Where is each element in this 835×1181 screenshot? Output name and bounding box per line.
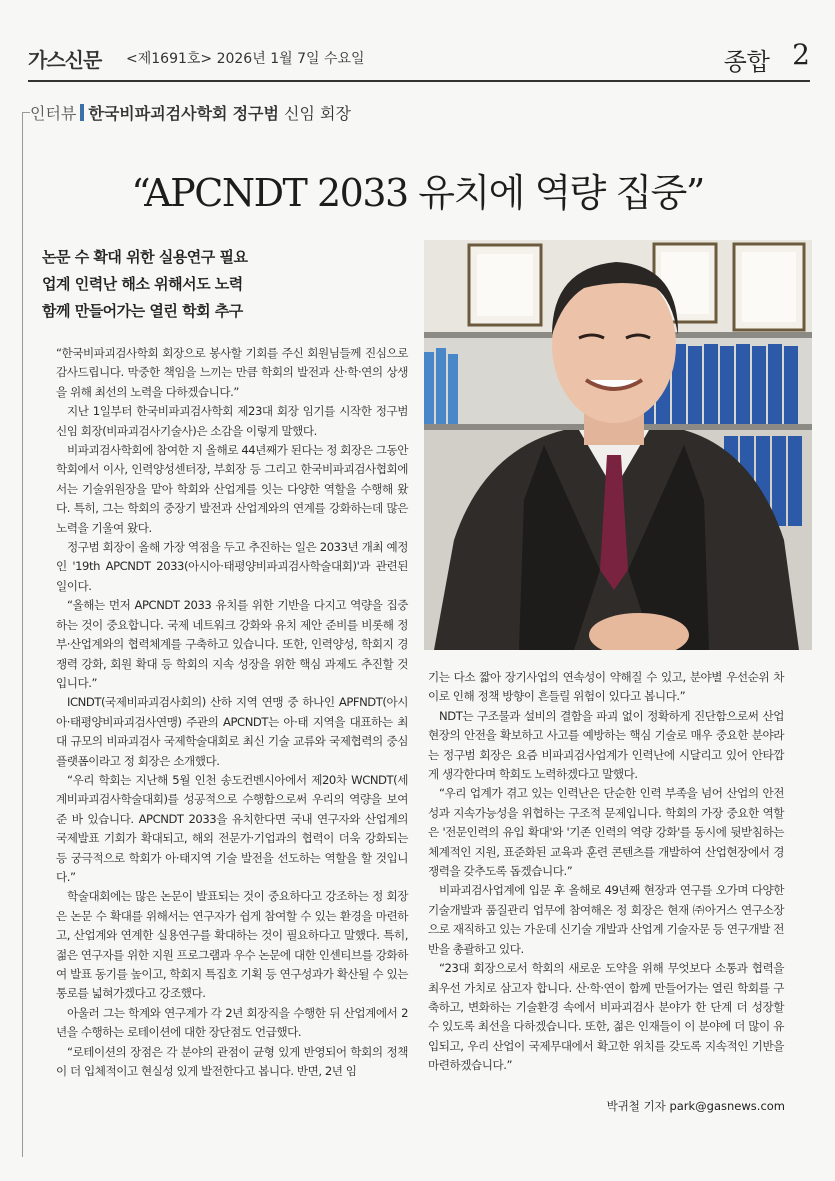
paragraph: 아울러 그는 학계와 연구계가 각 2년 회장직을 수행한 뒤 산업계에서 2년을 수행하는 로테이션에 대한 장단점도 언급했다. xyxy=(56,1005,408,1040)
subheads xyxy=(42,244,247,325)
subhead: 함께 만들어가는 열린 학회 추구 xyxy=(42,302,243,320)
interview-photo xyxy=(424,240,812,650)
masthead xyxy=(28,38,810,78)
subhead: 논문 수 확대 위한 실용연구 필요 xyxy=(42,248,248,266)
kicker xyxy=(30,101,351,124)
paragraph: NDT는 구조물과 설비의 결함을 파괴 없이 정확하게 진단함으로써 산업현장의 안전을 확보하고 사고를 예방하는 핵심 기술로 매우 중요한 분야라는 정구범 회장은 요즘 비파괴검사업계가 인력난에 시달리고 있어 안타깝게 생각한다며 학회도 노력하겠다고 말했다. xyxy=(428,708,784,782)
headline: “APCNDT 2033 유치에 역량 집중” xyxy=(131,171,704,215)
article-left-rule xyxy=(22,112,23,1157)
kicker-tick xyxy=(22,112,30,113)
page-number: 2 xyxy=(792,38,810,71)
kicker-tag: 인터뷰 xyxy=(30,104,77,123)
paragraph: 비파괴검사학회에 참여한 지 올해로 44년째가 된다는 정 회장은 그동안 학회에서 이사, 인력양성센터장, 부회장 등 그리고 한국비파괴검사협회에서는 기술위원장을 맡아 학회와 산업계를 잇는 다양한 역할을 수행해 왔다. 특히, 그는 학회의 중장기 발전과 산업계와의 연계를 강화하는데 많은 노력을 기울여 왔다. xyxy=(56,443,408,535)
paragraph: “한국비파괴검사학회 회장으로 봉사할 기회를 주신 회원님들께 진심으로 감사드립니다. 막중한 책임을 느끼는 만큼 학회의 발전과 산·학·연의 상생을 위해 최선의 노력을 다하겠습니다.” xyxy=(56,346,408,399)
newspaper-name: 가스신문 xyxy=(28,48,102,72)
paragraph: 기는 다소 짧아 장기사업의 연속성이 약해질 수 있고, 분야별 우선순위 차이로 인해 정책 방향이 흔들릴 위험이 있다고 봅니다.” xyxy=(428,670,784,704)
paragraph: “23대 회장으로서 학회의 새로운 도약을 위해 무엇보다 소통과 협력을 최우선 가치로 삼고자 합니다. 산·학·연이 함께 만들어가는 열린 학회를 구축하고, 변화하는 기술환경 속에서 비파괴검사 분야가 한 단계 더 성장할 수 있도록 최선을 다하겠습니다. 또한, 젊은 인재들이 이 분야에 더 많이 유입되고, 우리 산업이 국제무대에서 확고한 위치를 갖도록 지속적인 기반을 마련하겠습니다.” xyxy=(428,961,784,1073)
subhead: 업계 인력난 해소 위해서도 노력 xyxy=(42,275,243,293)
issue-date: <제1691호> 2026년 1월 7일 수요일 xyxy=(126,51,365,67)
paragraph: “우리 업계가 겪고 있는 인력난은 단순한 인력 부족을 넘어 산업의 안전성과 지속가능성을 위협하는 구조적 문제입니다. 학회의 가장 중요한 역할은 '전문인력의 유입 확대'와 '기존 인력의 역량 강화'를 동시에 뒷받침하는 체계적인 지원, 표준화된 교육과 훈련 콘텐츠를 개발하여 산업현장에서 경쟁력을 갖추도록 돕겠습니다.” xyxy=(428,786,784,879)
kicker-org: 한국비파괴검사학회 xyxy=(88,104,228,123)
portrait-illustration xyxy=(424,240,812,650)
article-column-left xyxy=(56,344,408,1081)
masthead-rule xyxy=(28,80,810,82)
article-column-right xyxy=(428,668,784,1076)
paragraph: 비파괴검사업계에 입문 후 올해로 49년째 현장과 연구를 오가며 다양한 기술개발과 품질관리 업무에 참여해온 정 회장은 현재 ㈜아거스 연구소장으로 재직하고 있는 가운데 신기술 개발과 산업계 기술자문 등 연구개발 전반을 총괄하고 있다. xyxy=(428,883,784,956)
paragraph: 지난 1일부터 한국비파괴검사학회 제23대 회장 임기를 시작한 정구범 신임 회장(비파괴검사기술사)은 소감을 이렇게 말했다. xyxy=(56,404,408,438)
kicker-role: 신임 회장 xyxy=(284,104,351,123)
kicker-bar xyxy=(80,104,84,121)
paragraph: 정구범 회장이 올해 가장 역점을 두고 추진하는 일은 2033년 개최 예정인 '19th APCNDT 2033(아시아·태평양비파괴검사학술대회)'과 관련된 일이다. xyxy=(56,540,408,593)
paragraph: “우리 학회는 지난해 5월 인천 송도컨벤시아에서 제20차 WCNDT(세계비파괴검사학술대회)를 성공적으로 수행함으로써 우리의 역량을 보여준 바 있습니다. APCNDT 2033을 유치한다면 국내 연구자와 산업계의 국제발표 기회가 확대되고, 해외 전문가·기업과의 협력이 더욱 강화되는 등 궁극적으로 학회가 아·태지역 기술 발전을 선도하는 역할을 할 것입니다.” xyxy=(56,772,408,884)
paragraph: ICNDT(국제비파괴검사회의) 산하 지역 연맹 중 하나인 APFNDT(아시아·태평양비파괴검사연맹) 주관의 APCNDT는 아·태 지역을 대표하는 최대 규모의 비파괴검사 국제학술대회로 최신 기술 교류와 국제협력의 중심 플랫폼이라고 정 회장은 소개했다. xyxy=(56,695,408,768)
section-name: 종합 xyxy=(723,48,770,76)
byline: 박귀철 기자 park@gasnews.com xyxy=(606,1099,785,1113)
kicker-person: 정구범 xyxy=(232,104,279,123)
paragraph: “올해는 먼저 APCNDT 2033 유치를 위한 기반을 다지고 역량을 집중하는 것이 중요합니다. 국제 네트워크 강화와 유치 제안 준비를 비롯해 정부·산업계와의 협력체계를 구축하고 있습니다. 또한, 인력양성, 학회지 경쟁력 강화, 회원 확대 등 학회의 지속 성장을 위한 핵심 과제도 추진할 것입니다.” xyxy=(56,598,408,690)
paragraph: “로테이션의 장점은 각 분야의 관점이 균형 있게 반영되어 학회의 정책이 더 입체적이고 현실성 있게 발전한다고 봅니다. 반면, 2년 임 xyxy=(56,1044,408,1079)
paragraph: 학술대회에는 많은 논문이 발표되는 것이 중요하다고 강조하는 정 회장은 논문 수 확대를 위해서는 연구자가 쉽게 참여할 수 있는 환경을 마련하고, 산업계와 연계한 실용연구를 확대하는 것이 필요하다고 말했다. 특히, 젊은 연구자를 위한 지원 프로그램과 우수 논문에 대한 인센티브를 강화하여 발표 동기를 높이고, 학회지 특집호 기획 등 연구성과가 확산될 수 있는 통로를 넓혀가겠다고 강조했다. xyxy=(56,889,408,1001)
